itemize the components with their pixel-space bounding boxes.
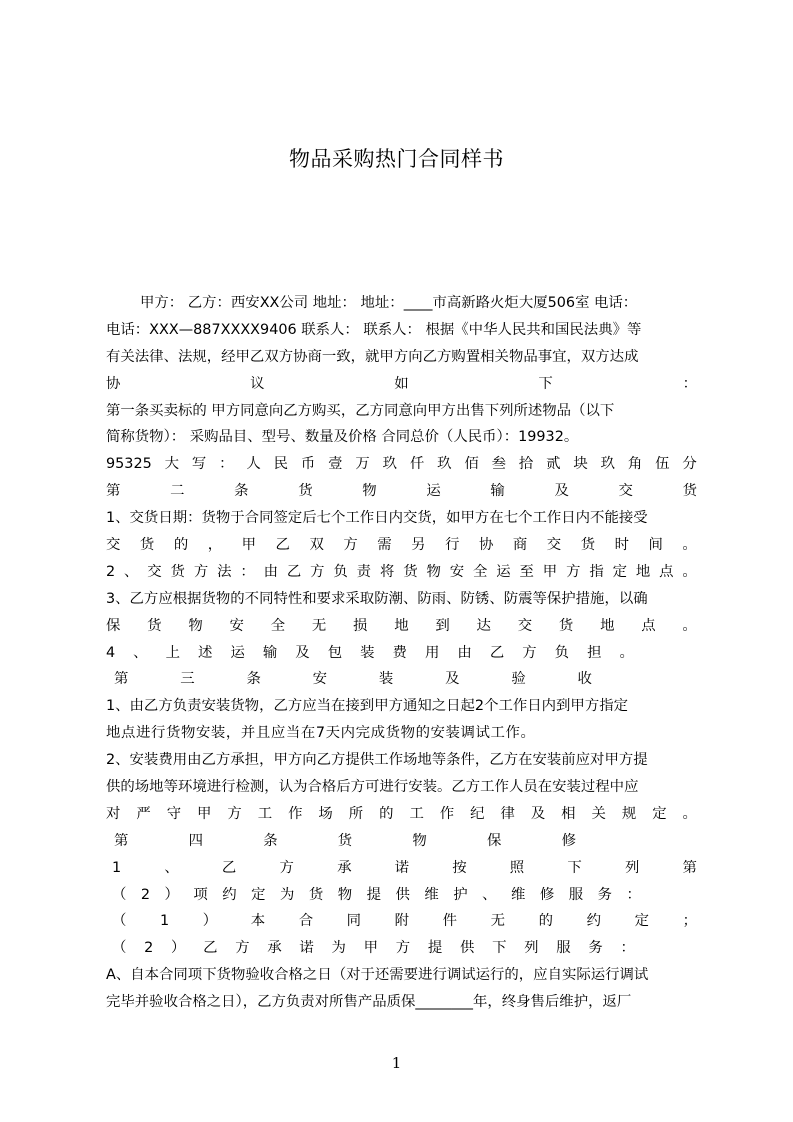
text-token: 安 bbox=[449, 563, 465, 580]
text-token: 物 bbox=[412, 832, 427, 849]
text-token: 的 bbox=[538, 913, 554, 930]
text-token: 为 bbox=[280, 886, 295, 903]
text-token: 第 bbox=[682, 859, 697, 876]
text-token: 另 bbox=[411, 537, 426, 554]
text-token: 到 bbox=[435, 617, 450, 634]
text-token: 贰 bbox=[546, 456, 561, 473]
article-1-line: 第一条买卖标的 甲方同意向乙方购买，乙方同意向甲方出售下列所述物品（以下 bbox=[106, 402, 615, 419]
text-token: 地 bbox=[600, 617, 615, 634]
text-token: 运 bbox=[496, 563, 511, 580]
text-token: 货 bbox=[308, 886, 324, 903]
body-line bbox=[106, 882, 697, 909]
text-token: 方 bbox=[279, 859, 294, 876]
text-token: 下 bbox=[492, 940, 507, 957]
text-token: 负 bbox=[333, 563, 348, 580]
text-token: 货 bbox=[147, 617, 162, 634]
text-token: 件 bbox=[442, 913, 458, 930]
text-token: 作 bbox=[288, 805, 303, 822]
text-token: 服 bbox=[568, 886, 584, 903]
text-token: 双 bbox=[309, 537, 324, 554]
text-token: 大 bbox=[164, 456, 180, 473]
party-line: 甲方： 乙方：西安XX公司 地址： 地址：____市高新路火炬大厦506室 电话： bbox=[140, 295, 638, 311]
text-token: 费 bbox=[392, 644, 407, 661]
body-line bbox=[106, 532, 697, 559]
text-token: 货 bbox=[682, 483, 697, 500]
text-token: 条 bbox=[246, 671, 261, 688]
body-line bbox=[106, 559, 697, 586]
text-token: 保 bbox=[486, 832, 502, 849]
text-token: 乙 bbox=[489, 644, 505, 661]
text-token: 保 bbox=[106, 617, 121, 634]
text-token: 物 bbox=[188, 617, 203, 634]
text-token: ： bbox=[682, 375, 697, 392]
text-token: 提 bbox=[427, 940, 443, 957]
text-token: 安 bbox=[312, 671, 328, 688]
text-token: 万 bbox=[355, 456, 370, 473]
body-line: 1、交货日期：货物于合同签定后七个工作日内交货，如甲方在七个工作日内不能接受 bbox=[106, 510, 648, 527]
text-token: 的 bbox=[173, 537, 189, 554]
text-token: 关 bbox=[591, 805, 606, 822]
text-token: 承 bbox=[337, 859, 352, 876]
text-token: 佰 bbox=[464, 456, 479, 473]
text-token: 所 bbox=[348, 805, 364, 822]
text-token: 损 bbox=[353, 617, 368, 634]
text-token: 三 bbox=[180, 671, 195, 688]
text-token: 协 bbox=[478, 537, 494, 554]
text-token: 拾 bbox=[518, 456, 534, 473]
body-line: 完毕并验收合格之日），乙方负责对所售产品质保________年，终身售后维护，返厂 bbox=[106, 994, 632, 1011]
text-token: 验 bbox=[511, 671, 526, 688]
text-token: 、 bbox=[124, 563, 139, 580]
text-token: 货 bbox=[298, 483, 313, 500]
article-3-heading bbox=[106, 666, 697, 693]
text-token: 约 bbox=[586, 913, 601, 930]
text-token: 乙 bbox=[221, 859, 237, 876]
text-token: 供 bbox=[395, 886, 410, 903]
text-token: 装 bbox=[378, 671, 394, 688]
text-token: 运 bbox=[230, 644, 245, 661]
text-token: 约 bbox=[222, 886, 237, 903]
text-token: 定 bbox=[634, 913, 649, 930]
text-token: 、 bbox=[164, 859, 179, 876]
text-token: 务 bbox=[597, 886, 613, 903]
text-token: 壹 bbox=[328, 456, 343, 473]
text-token: 方 bbox=[193, 563, 209, 580]
text-token: 方 bbox=[566, 563, 581, 580]
text-token: 及 bbox=[530, 805, 546, 822]
text-token: 仟 bbox=[409, 456, 425, 473]
text-token: 需 bbox=[377, 537, 392, 554]
text-token: 作 bbox=[439, 805, 455, 822]
text-token: 议 bbox=[250, 375, 265, 392]
text-token: 民 bbox=[273, 456, 289, 473]
text-token: 甲 bbox=[197, 805, 212, 822]
text-token: 相 bbox=[561, 805, 576, 822]
text-token: ； bbox=[682, 913, 697, 930]
text-token: 玖 bbox=[600, 456, 616, 473]
text-token: 货 bbox=[558, 617, 574, 634]
text-token: 由 bbox=[457, 644, 472, 661]
body-line: A、自本合同项下货物验收合格之日（对于还需要进行调试运行的，应自实际运行调试 bbox=[106, 967, 649, 984]
text-token: 分 bbox=[682, 456, 697, 473]
text-token: 担 bbox=[587, 644, 602, 661]
text-token: ） bbox=[164, 886, 179, 903]
text-token: 1 bbox=[112, 859, 122, 876]
text-token: 伍 bbox=[655, 456, 670, 473]
text-token: 安 bbox=[229, 617, 244, 634]
text-token: 角 bbox=[627, 456, 643, 473]
text-token: 诺 bbox=[299, 940, 314, 957]
text-token: 2 bbox=[144, 940, 154, 957]
text-token: 时 bbox=[614, 537, 629, 554]
text-token: 叁 bbox=[491, 456, 507, 473]
text-token: 地 bbox=[635, 563, 651, 580]
text-token: 为 bbox=[331, 940, 346, 957]
text-token: 附 bbox=[394, 913, 410, 930]
text-token: 全 bbox=[270, 617, 286, 634]
text-token: 。 bbox=[682, 537, 697, 554]
text-token: 收 bbox=[577, 671, 592, 688]
text-token: 达 bbox=[476, 617, 491, 634]
text-token: 定 bbox=[612, 563, 627, 580]
body-line bbox=[106, 640, 697, 667]
article-2-heading bbox=[106, 478, 697, 505]
text-token: 工 bbox=[409, 805, 424, 822]
text-token: 同 bbox=[346, 913, 362, 930]
text-token: 修 bbox=[539, 886, 555, 903]
text-token: 方 bbox=[395, 940, 411, 957]
text-token: 点 bbox=[659, 563, 674, 580]
text-token: 包 bbox=[327, 644, 343, 661]
text-token: 第 bbox=[114, 832, 129, 849]
text-token: 维 bbox=[424, 886, 439, 903]
text-token: 物 bbox=[362, 483, 377, 500]
text-token: 用 bbox=[424, 644, 440, 661]
amount-line bbox=[106, 451, 697, 478]
text-token: 甲 bbox=[241, 537, 257, 554]
text-token: ： bbox=[626, 886, 641, 903]
text-token: 人 bbox=[246, 456, 261, 473]
text-token: 协 bbox=[106, 375, 121, 392]
text-token: 商 bbox=[512, 537, 528, 554]
text-token: ） bbox=[202, 913, 218, 930]
body-line: 简称货物）： 采购品目、型号、数量及价格 合同总价（人民币）：19932。 bbox=[106, 429, 579, 446]
text-token: 及 bbox=[295, 644, 310, 661]
text-token: 方 bbox=[343, 537, 358, 554]
text-token: 块 bbox=[573, 456, 588, 473]
text-token: 乙 bbox=[275, 537, 290, 554]
text-token: ） bbox=[170, 940, 186, 957]
text-token: 2 bbox=[106, 563, 116, 580]
text-token: 述 bbox=[198, 644, 213, 661]
text-token: 对 bbox=[106, 805, 121, 822]
text-token: ： bbox=[219, 456, 234, 473]
text-token: 交 bbox=[517, 617, 533, 634]
text-token: 合 bbox=[298, 913, 314, 930]
text-token: 服 bbox=[556, 940, 571, 957]
text-token: 币 bbox=[300, 456, 316, 473]
text-token: 。 bbox=[682, 617, 697, 634]
text-token: 第 bbox=[114, 671, 129, 688]
text-token: 。 bbox=[682, 805, 697, 822]
text-token: 全 bbox=[473, 563, 488, 580]
text-token: 乙 bbox=[203, 940, 218, 957]
text-token: 照 bbox=[509, 859, 525, 876]
text-token: 指 bbox=[589, 563, 604, 580]
text-token: 下 bbox=[567, 859, 582, 876]
text-token: 纪 bbox=[470, 805, 485, 822]
text-token: 2 bbox=[140, 886, 151, 903]
text-token: 项 bbox=[193, 886, 208, 903]
text-token: 下 bbox=[538, 375, 553, 392]
text-token: 货 bbox=[170, 563, 185, 580]
text-token: 及 bbox=[445, 671, 460, 688]
text-token: 由 bbox=[263, 563, 279, 580]
text-token: ， bbox=[207, 537, 223, 554]
text-token: 规 bbox=[621, 805, 637, 822]
text-token: 至 bbox=[519, 563, 534, 580]
body-line: 地点进行货物安装，并且应当在7天内完成货物的安装调试工作。 bbox=[106, 725, 536, 742]
text-token: （ bbox=[112, 940, 127, 957]
text-token: 。 bbox=[619, 644, 634, 661]
text-token: 乙 bbox=[286, 563, 302, 580]
text-token: 第 bbox=[106, 483, 121, 500]
text-token: 定 bbox=[251, 886, 266, 903]
text-token: 货 bbox=[403, 563, 418, 580]
text-token: 列 bbox=[524, 940, 539, 957]
text-token: 货 bbox=[139, 537, 155, 554]
text-token: 。 bbox=[682, 563, 697, 580]
phone-line: 电话：XXX—887XXXX9406 联系人： 联系人： 根据《中华人民共和国民法典》等 bbox=[106, 321, 642, 338]
body-line: 3、乙方应根据货物的不同特性和要求采取防潮、防雨、防锈、防震等保护措施，以确 bbox=[106, 590, 648, 607]
text-token: 输 bbox=[262, 644, 278, 661]
text-token: 交 bbox=[147, 563, 162, 580]
text-token: （ bbox=[112, 913, 127, 930]
text-token: 工 bbox=[257, 805, 273, 822]
text-token: 护 bbox=[453, 886, 468, 903]
text-token: 1 bbox=[159, 913, 170, 930]
text-token: 交 bbox=[546, 537, 562, 554]
text-token: 95325 bbox=[106, 456, 152, 473]
text-token: ： bbox=[240, 563, 255, 580]
text-token: 守 bbox=[166, 805, 182, 822]
text-token: 装 bbox=[360, 644, 375, 661]
text-token: 负 bbox=[554, 644, 570, 661]
article-4-heading bbox=[106, 828, 697, 855]
text-token: 间 bbox=[648, 537, 663, 554]
text-token: 写 bbox=[191, 456, 207, 473]
text-token: 货 bbox=[337, 832, 353, 849]
text-token: （ bbox=[112, 886, 127, 903]
text-token: 地 bbox=[394, 617, 409, 634]
text-token: 如 bbox=[394, 375, 409, 392]
text-token: 二 bbox=[170, 483, 185, 500]
text-token: 严 bbox=[136, 805, 151, 822]
text-token: 方 bbox=[227, 805, 242, 822]
text-token: 4 bbox=[106, 644, 116, 661]
text-token: 、 bbox=[133, 644, 148, 661]
document-title: 物品采购热门合同样书 bbox=[289, 147, 504, 171]
text-token: 运 bbox=[426, 483, 441, 500]
text-token: 玖 bbox=[382, 456, 398, 473]
text-token: 定 bbox=[652, 805, 667, 822]
text-token: 方 bbox=[235, 940, 250, 957]
body-line bbox=[106, 935, 697, 962]
text-token: 方 bbox=[310, 563, 325, 580]
text-token: 物 bbox=[337, 886, 353, 903]
text-token: 条 bbox=[234, 483, 249, 500]
text-token: 诺 bbox=[394, 859, 410, 876]
text-token: 按 bbox=[452, 859, 467, 876]
text-token: 责 bbox=[356, 563, 372, 580]
text-token: 及 bbox=[554, 483, 569, 500]
text-token: 供 bbox=[459, 940, 475, 957]
body-line bbox=[106, 855, 697, 882]
text-token: 律 bbox=[500, 805, 515, 822]
text-token: 承 bbox=[267, 940, 282, 957]
text-token: 维 bbox=[511, 886, 526, 903]
text-token: 行 bbox=[445, 537, 460, 554]
text-token: 输 bbox=[490, 483, 505, 500]
text-token: 法 bbox=[217, 563, 232, 580]
text-token: 务 bbox=[588, 940, 603, 957]
text-token: 修 bbox=[561, 832, 576, 849]
text-token: 货 bbox=[580, 537, 596, 554]
text-token: 方 bbox=[522, 644, 537, 661]
text-token: 、 bbox=[482, 886, 497, 903]
text-token: 场 bbox=[318, 805, 333, 822]
text-token: 交 bbox=[106, 537, 121, 554]
body-line: 有关法律、法规，经甲乙双方协商一致，就甲方向乙方购置相关物品事宜，双方达成 bbox=[106, 348, 639, 365]
page-number: 1 bbox=[391, 1054, 402, 1072]
body-line bbox=[106, 801, 697, 828]
text-token: 的 bbox=[379, 805, 394, 822]
text-token: ： bbox=[620, 940, 635, 957]
body-line: 供的场地等环境进行检测，认为合格后方可进行安装。乙方工作人员在安装过程中应 bbox=[106, 779, 639, 796]
body-line: 2、安装费用由乙方承担，甲方向乙方提供工作场地等条件，乙方在安装前应对甲方提 bbox=[106, 752, 648, 769]
body-line bbox=[106, 613, 697, 640]
text-token: 列 bbox=[624, 859, 640, 876]
text-token: 玖 bbox=[437, 456, 452, 473]
contract-body bbox=[106, 290, 697, 1016]
text-token: 上 bbox=[165, 644, 180, 661]
text-token: 交 bbox=[618, 483, 633, 500]
agreement-heading bbox=[106, 371, 697, 398]
text-token: 本 bbox=[250, 913, 266, 930]
text-token: 无 bbox=[311, 617, 327, 634]
text-token: 将 bbox=[379, 563, 395, 580]
body-line: 1、由乙方负责安装货物，乙方应当在接到甲方通知之日起2个工作日内到甲方指定 bbox=[106, 698, 628, 715]
body-line bbox=[106, 908, 697, 935]
text-token: 四 bbox=[188, 832, 203, 849]
text-token: 无 bbox=[490, 913, 506, 930]
text-token: 提 bbox=[366, 886, 382, 903]
text-token: 甲 bbox=[542, 563, 558, 580]
text-token: 条 bbox=[263, 832, 278, 849]
text-token: 甲 bbox=[363, 940, 379, 957]
text-token: 物 bbox=[426, 563, 441, 580]
text-token: 点 bbox=[641, 617, 656, 634]
